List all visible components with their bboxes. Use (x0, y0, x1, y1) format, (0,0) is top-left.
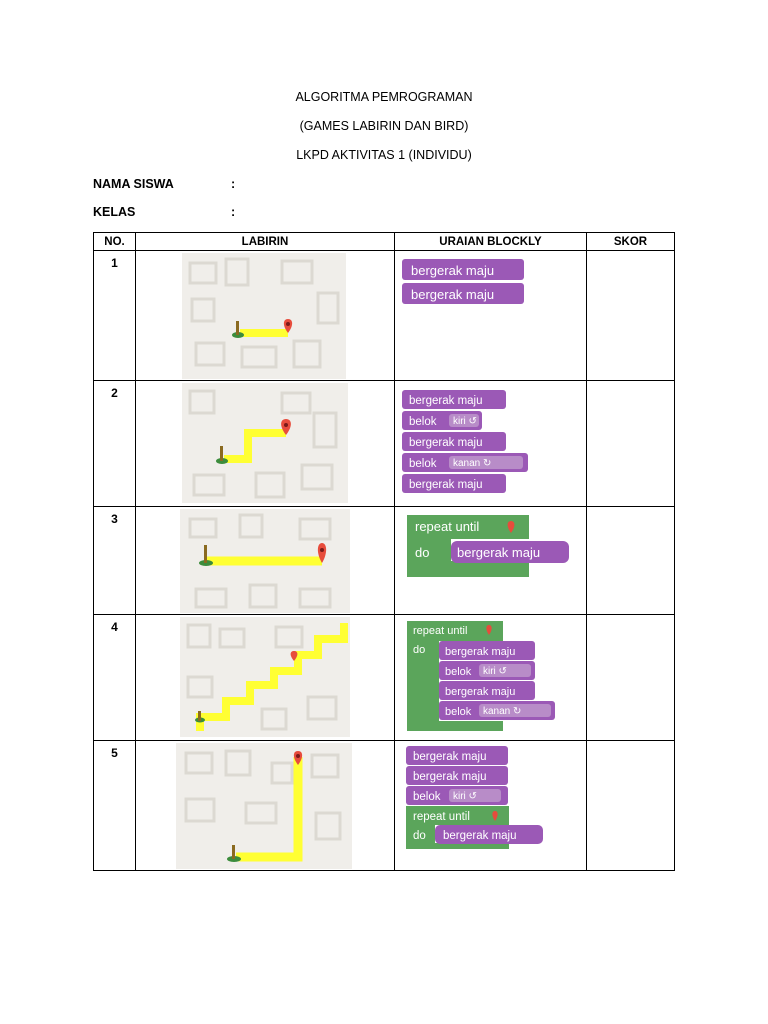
block-label: bergerak maju (413, 751, 487, 763)
blockly-program (401, 257, 531, 307)
block-label: do (413, 830, 426, 842)
blockly-program (401, 389, 535, 497)
table-row (94, 615, 675, 741)
maze-image (182, 253, 346, 379)
blockly-program (405, 745, 565, 855)
score-cell[interactable] (587, 251, 675, 381)
score-cell[interactable] (587, 741, 675, 871)
blockly-cell (395, 381, 587, 507)
row-number-cell (94, 615, 136, 741)
document-title: ALGORITMA PEMROGRAMAN (295, 90, 473, 104)
worksheet-table (93, 232, 675, 871)
block-label: do (413, 644, 426, 656)
block-label: kanan ↻ (483, 706, 522, 717)
block-label: belok (445, 666, 472, 678)
row-number-cell (94, 251, 136, 381)
score-cell[interactable] (587, 507, 675, 615)
col-header-no: NO. (94, 233, 136, 251)
block-label: belok (445, 706, 472, 718)
maze-cell (136, 615, 395, 741)
blockly-program (405, 619, 575, 735)
name-colon: : (231, 177, 236, 191)
table-header-row (94, 233, 675, 251)
block-label: bergerak maju (443, 830, 517, 842)
blockly-cell (395, 741, 587, 871)
class-colon: : (231, 205, 236, 219)
block-label: kiri ↺ (483, 666, 507, 677)
score-cell[interactable] (587, 615, 675, 741)
row-number: 4 (111, 620, 118, 634)
block-label: bergerak maju (409, 395, 483, 407)
blockly-cell (395, 251, 587, 381)
class-label: KELAS (93, 205, 136, 219)
maze-cell (136, 251, 395, 381)
table-row (94, 251, 675, 381)
row-number: 3 (111, 512, 118, 526)
table-row (94, 381, 675, 507)
row-number: 5 (111, 746, 118, 760)
block-label: do (415, 545, 430, 560)
block-label: bergerak maju (409, 479, 483, 491)
maze-image (182, 383, 348, 503)
block-label: kiri ↺ (453, 416, 477, 427)
name-label: NAMA SISWA (93, 177, 174, 191)
block-label: kanan ↻ (453, 458, 492, 469)
block-label: kiri ↺ (453, 791, 477, 802)
block-label: bergerak maju (445, 686, 516, 698)
block-label: bergerak maju (411, 287, 495, 302)
score-cell[interactable] (587, 381, 675, 507)
block-label: bergerak maju (413, 771, 487, 783)
row-number: 2 (111, 386, 118, 400)
table-row (94, 507, 675, 615)
row-number: 1 (111, 256, 118, 270)
maze-image (180, 509, 350, 613)
row-number-cell (94, 507, 136, 615)
blockly-cell (395, 507, 587, 615)
block-label: belok (409, 416, 437, 428)
document-subtitle: (GAMES LABIRIN DAN BIRD) (299, 119, 469, 133)
col-header-labirin: LABIRIN (136, 233, 395, 251)
block-label: belok (409, 458, 437, 470)
block-label: bergerak maju (411, 263, 495, 278)
block-label: bergerak maju (409, 437, 483, 449)
blockly-cell (395, 615, 587, 741)
block-label: belok (413, 791, 441, 803)
table-row (94, 741, 675, 871)
block-label: repeat until (415, 519, 480, 534)
row-number-cell (94, 381, 136, 507)
col-header-blockly: URAIAN BLOCKLY (395, 233, 587, 251)
block-label: repeat until (413, 625, 468, 637)
activity-title: LKPD AKTIVITAS 1 (INDIVIDU) (296, 148, 472, 162)
col-header-skor: SKOR (587, 233, 675, 251)
maze-cell (136, 381, 395, 507)
maze-image (176, 743, 352, 869)
maze-image (180, 617, 350, 737)
blockly-program (405, 513, 575, 579)
row-number-cell (94, 741, 136, 871)
maze-cell (136, 741, 395, 871)
block-label: bergerak maju (445, 646, 516, 658)
maze-cell (136, 507, 395, 615)
block-label: bergerak maju (457, 545, 541, 560)
block-label: repeat until (413, 811, 470, 823)
